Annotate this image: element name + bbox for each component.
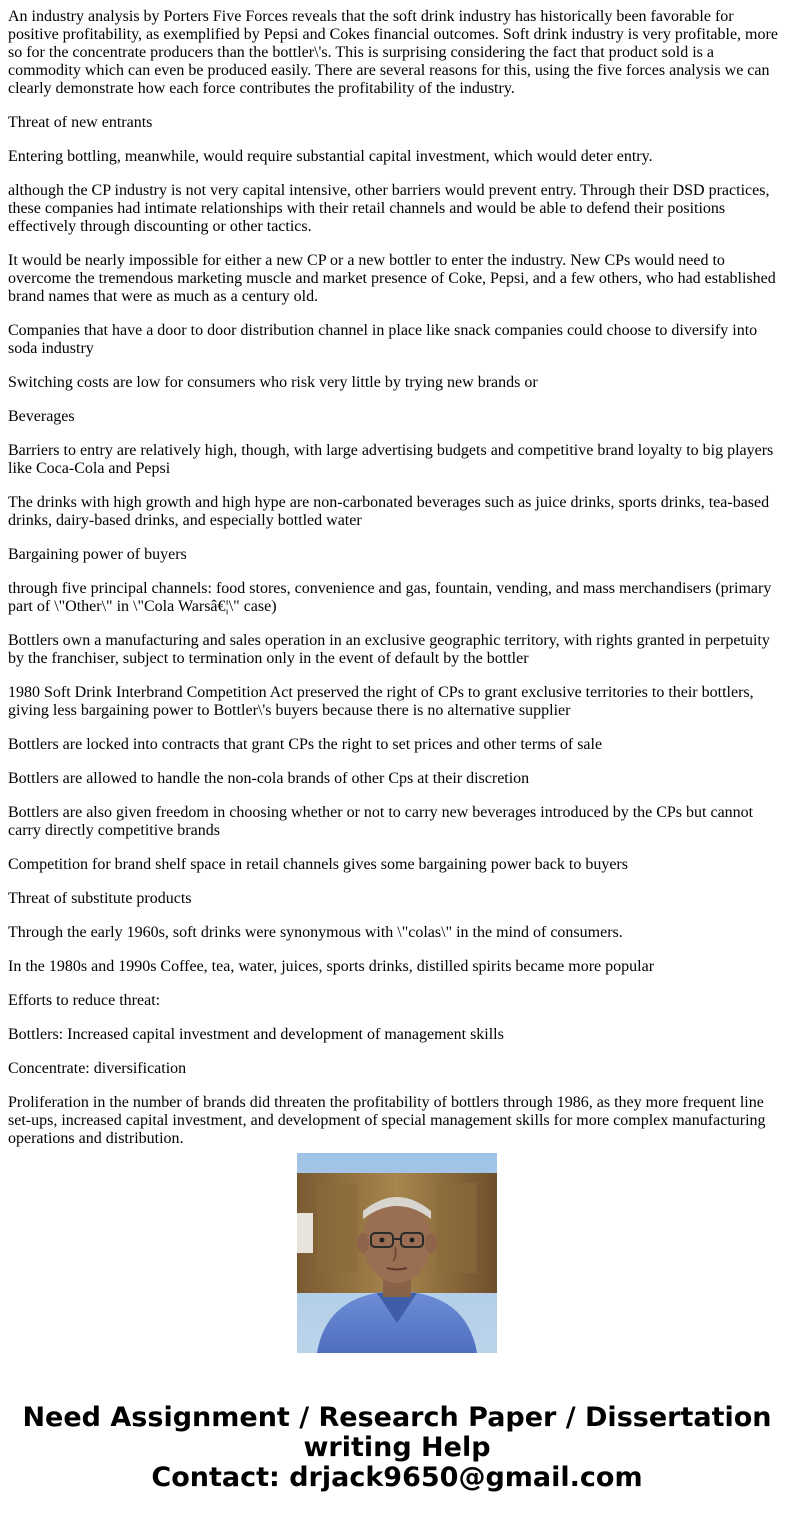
paragraph: Barriers to entry are relatively high, though, with large advertising budgets and competitive brand loyalty to big players like Coca-Cola and Pepsi bbox=[8, 442, 774, 477]
paragraph: Beverages bbox=[8, 408, 75, 425]
heading-threat-substitutes: Threat of substitute products bbox=[8, 890, 192, 907]
promo-line-1: Need Assignment / Research Paper / Dissertation bbox=[22, 1402, 772, 1433]
paragraph: Bottlers are allowed to handle the non-cola brands of other Cps at their discretion bbox=[8, 770, 530, 787]
article-body bbox=[8, 0, 784, 1147]
paragraph-truncated: Proliferation in the number of brands did threaten the profitability of bottlers through 1986, as they more frequent line set-ups, increased capital investment, and development of special management skills for more complex manufacturing operations and distribution. bbox=[8, 1094, 766, 1147]
paragraph: through five principal channels: food stores, convenience and gas, fountain, vending, and mass merchandisers (primary part of \"Other\" in \"Cola Warsâ€¦\" case) bbox=[8, 580, 772, 615]
paragraph: Companies that have a door to door distribution channel in place like snack companies could choose to diversify into soda industry bbox=[8, 322, 758, 357]
promo-contact: Contact: drjack9650@gmail.com bbox=[151, 1462, 643, 1493]
paragraph: The drinks with high growth and high hype are non-carbonated beverages such as juice drinks, sports drinks, tea-based drinks, dairy-based drinks, and especially bottled water bbox=[8, 494, 770, 529]
promo-banner bbox=[0, 1403, 794, 1493]
paragraph: Bottlers own a manufacturing and sales operation in an exclusive geographic territory, with rights granted in perpetuity by the franchiser, subject to termination only in the event of default by the bottler bbox=[8, 632, 770, 667]
heading-threat-new-entrants: Threat of new entrants bbox=[8, 114, 153, 131]
paragraph: Bottlers are also given freedom in choosing whether or not to carry new beverages introduced by the CPs but cannot carry directly competitive brands bbox=[8, 804, 754, 839]
paragraph: although the CP industry is not very capital intensive, other barriers would prevent entry. Through their DSD practices, these companies had intimate relationships with their retail channels and would be able to defend their positions effectively through discounting or other tactics. bbox=[8, 182, 770, 235]
paragraph-intro: An industry analysis by Porters Five Forces reveals that the soft drink industry has historically been favorable for positive profitability, as exemplified by Pepsi and Cokes financial outcomes. Soft drink industry is very profitable, more so for the concentrate producers than the bottler\'s. This is surprising considering the fact that product sold is a commodity which can even be produced easily. There are several reasons for this, using the five forces analysis we can clearly demonstrate how each force contributes the profitability of the industry. bbox=[8, 8, 778, 97]
paragraph: Concentrate: diversification bbox=[8, 1060, 187, 1077]
paragraph: Bottlers are locked into contracts that grant CPs the right to set prices and other terms of sale bbox=[8, 736, 603, 753]
paragraph: 1980 Soft Drink Interbrand Competition Act preserved the right of CPs to grant exclusive territories to their bottlers, giving less bargaining power to Bottler\'s buyers because there is no alternative supplier bbox=[8, 684, 754, 719]
paragraph: Switching costs are low for consumers who risk very little by trying new brands or bbox=[8, 374, 538, 391]
author-portrait-icon bbox=[297, 1153, 497, 1353]
paragraph: Through the early 1960s, soft drinks were synonymous with \"colas\" in the mind of consumers. bbox=[8, 924, 623, 941]
paragraph: Efforts to reduce threat: bbox=[8, 992, 161, 1009]
paragraph: Competition for brand shelf space in retail channels gives some bargaining power back to buyers bbox=[8, 856, 628, 873]
paragraph: Bottlers: Increased capital investment and development of management skills bbox=[8, 1026, 504, 1043]
paragraph: Entering bottling, meanwhile, would require substantial capital investment, which would deter entry. bbox=[8, 148, 653, 165]
paragraph: In the 1980s and 1990s Coffee, tea, water, juices, sports drinks, distilled spirits became more popular bbox=[8, 958, 655, 975]
promo-line-2: writing Help bbox=[303, 1432, 491, 1463]
author-avatar bbox=[297, 1153, 497, 1353]
heading-bargaining-power-buyers: Bargaining power of buyers bbox=[8, 546, 187, 563]
paragraph: It would be nearly impossible for either a new CP or a new bottler to enter the industry. New CPs would need to overcome the tremendous marketing muscle and market presence of Coke, Pepsi, and a few others, who had established brand names that were as much as a century old. bbox=[8, 252, 776, 305]
